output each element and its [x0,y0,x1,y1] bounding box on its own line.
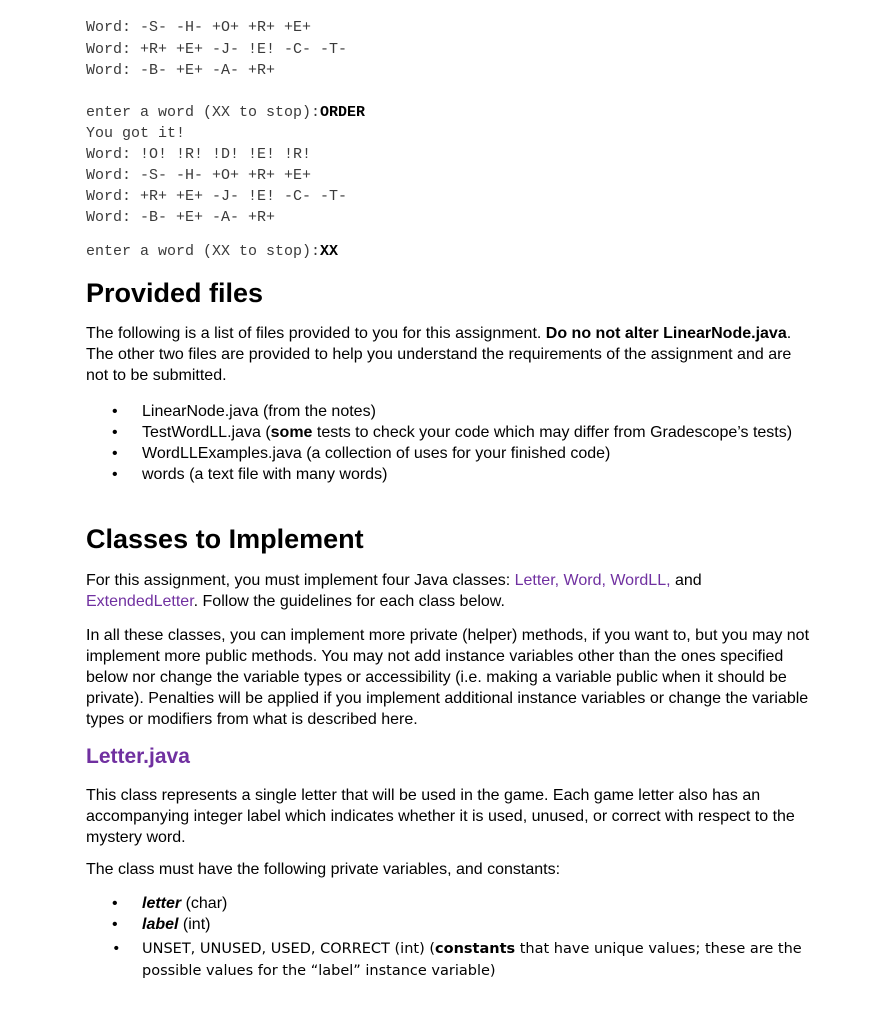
classes-intro: For this assignment, you must implement four Java classes: Letter, Word, WordLL, and ExtendedLetter. Follow the guidelines for each class below. [86,572,702,610]
terminal-line: Word: +R+ +E+ -J- !E! -C- -T- [86,188,348,205]
bullet-icon: • [112,466,118,483]
class-names: Letter, Word, WordLL, [514,572,671,589]
provided-files-list [112,401,812,485]
list-item: • WordLLExamples.java (a collection of uses for your finished code) [112,445,611,462]
list-item: • UNSET, UNUSED, USED, CORRECT (int) (constants that have unique values; these are the possible values for the “label” instance variable) [112,938,812,982]
terminal-prompt [86,103,365,123]
list-item: • LinearNode.java (from the notes) [112,403,376,420]
letter-description: This class represents a single letter that will be used in the game. Each game letter also has an accompanying integer label which indicates whether it is used, unused, or correct with respect to the mystery word. [86,787,795,846]
bullet-icon: • [112,445,118,462]
bullet-icon: • [112,424,118,441]
terminal-line: Word: -S- -H- +O+ +R+ +E+ [86,167,312,184]
list-item: • words (a text file with many words) [112,466,388,483]
terminal-line: Word: +R+ +E+ -J- !E! -C- -T- [86,41,348,58]
class-name-extended: ExtendedLetter [86,593,194,610]
user-input: ORDER [320,104,366,121]
terminal-result: You got it! [86,125,186,142]
letter-variables-intro: The class must have the following private variables, and constants: [86,861,561,878]
terminal-line: Word: -B- +E+ -A- +R+ [86,209,276,226]
terminal-prompt [86,242,338,262]
prompt-text: enter a word (XX to stop): [86,243,321,260]
bullet-icon: • [112,403,118,420]
terminal-line: Word: -B- +E+ -A- +R+ [86,62,276,79]
bullet-icon: • [112,895,118,912]
section-heading-provided-files: Provided files [86,278,264,308]
terminal-line: Word: -S- -H- +O+ +R+ +E+ [86,19,312,36]
provided-intro: The following is a list of files provided to you for this assignment. Do no not alter LinearNode.java. The other two files are provided to help you understand the requirements of the assignment and are not to be submitted. [86,325,792,384]
terminal-line: Word: !O! !R! !D! !E! !R! [86,146,312,163]
subheading-letter-java: Letter.java [86,745,190,768]
user-input: XX [320,243,339,260]
list-item: • letter (char) [112,895,228,912]
prompt-text: enter a word (XX to stop): [86,104,321,121]
bullet-icon: • [112,916,118,933]
bullet-icon: • [112,941,121,957]
list-item: • label (int) [112,916,211,933]
classes-rules: In all these classes, you can implement more private (helper) methods, if you want to, but you may not implement more public methods. You may not add instance variables other than the ones specified below nor change the variable types or accessibility (i.e. making a variable public when it should be private). Penalties will be applied if you implement additional instance variables or change the variable types or modifiers from what is described here. [86,627,810,728]
section-heading-classes: Classes to Implement [86,524,364,554]
list-item: • TestWordLL.java (some tests to check your code which may differ from Gradescope’s tests) [112,424,793,441]
letter-variables-list [112,893,812,982]
